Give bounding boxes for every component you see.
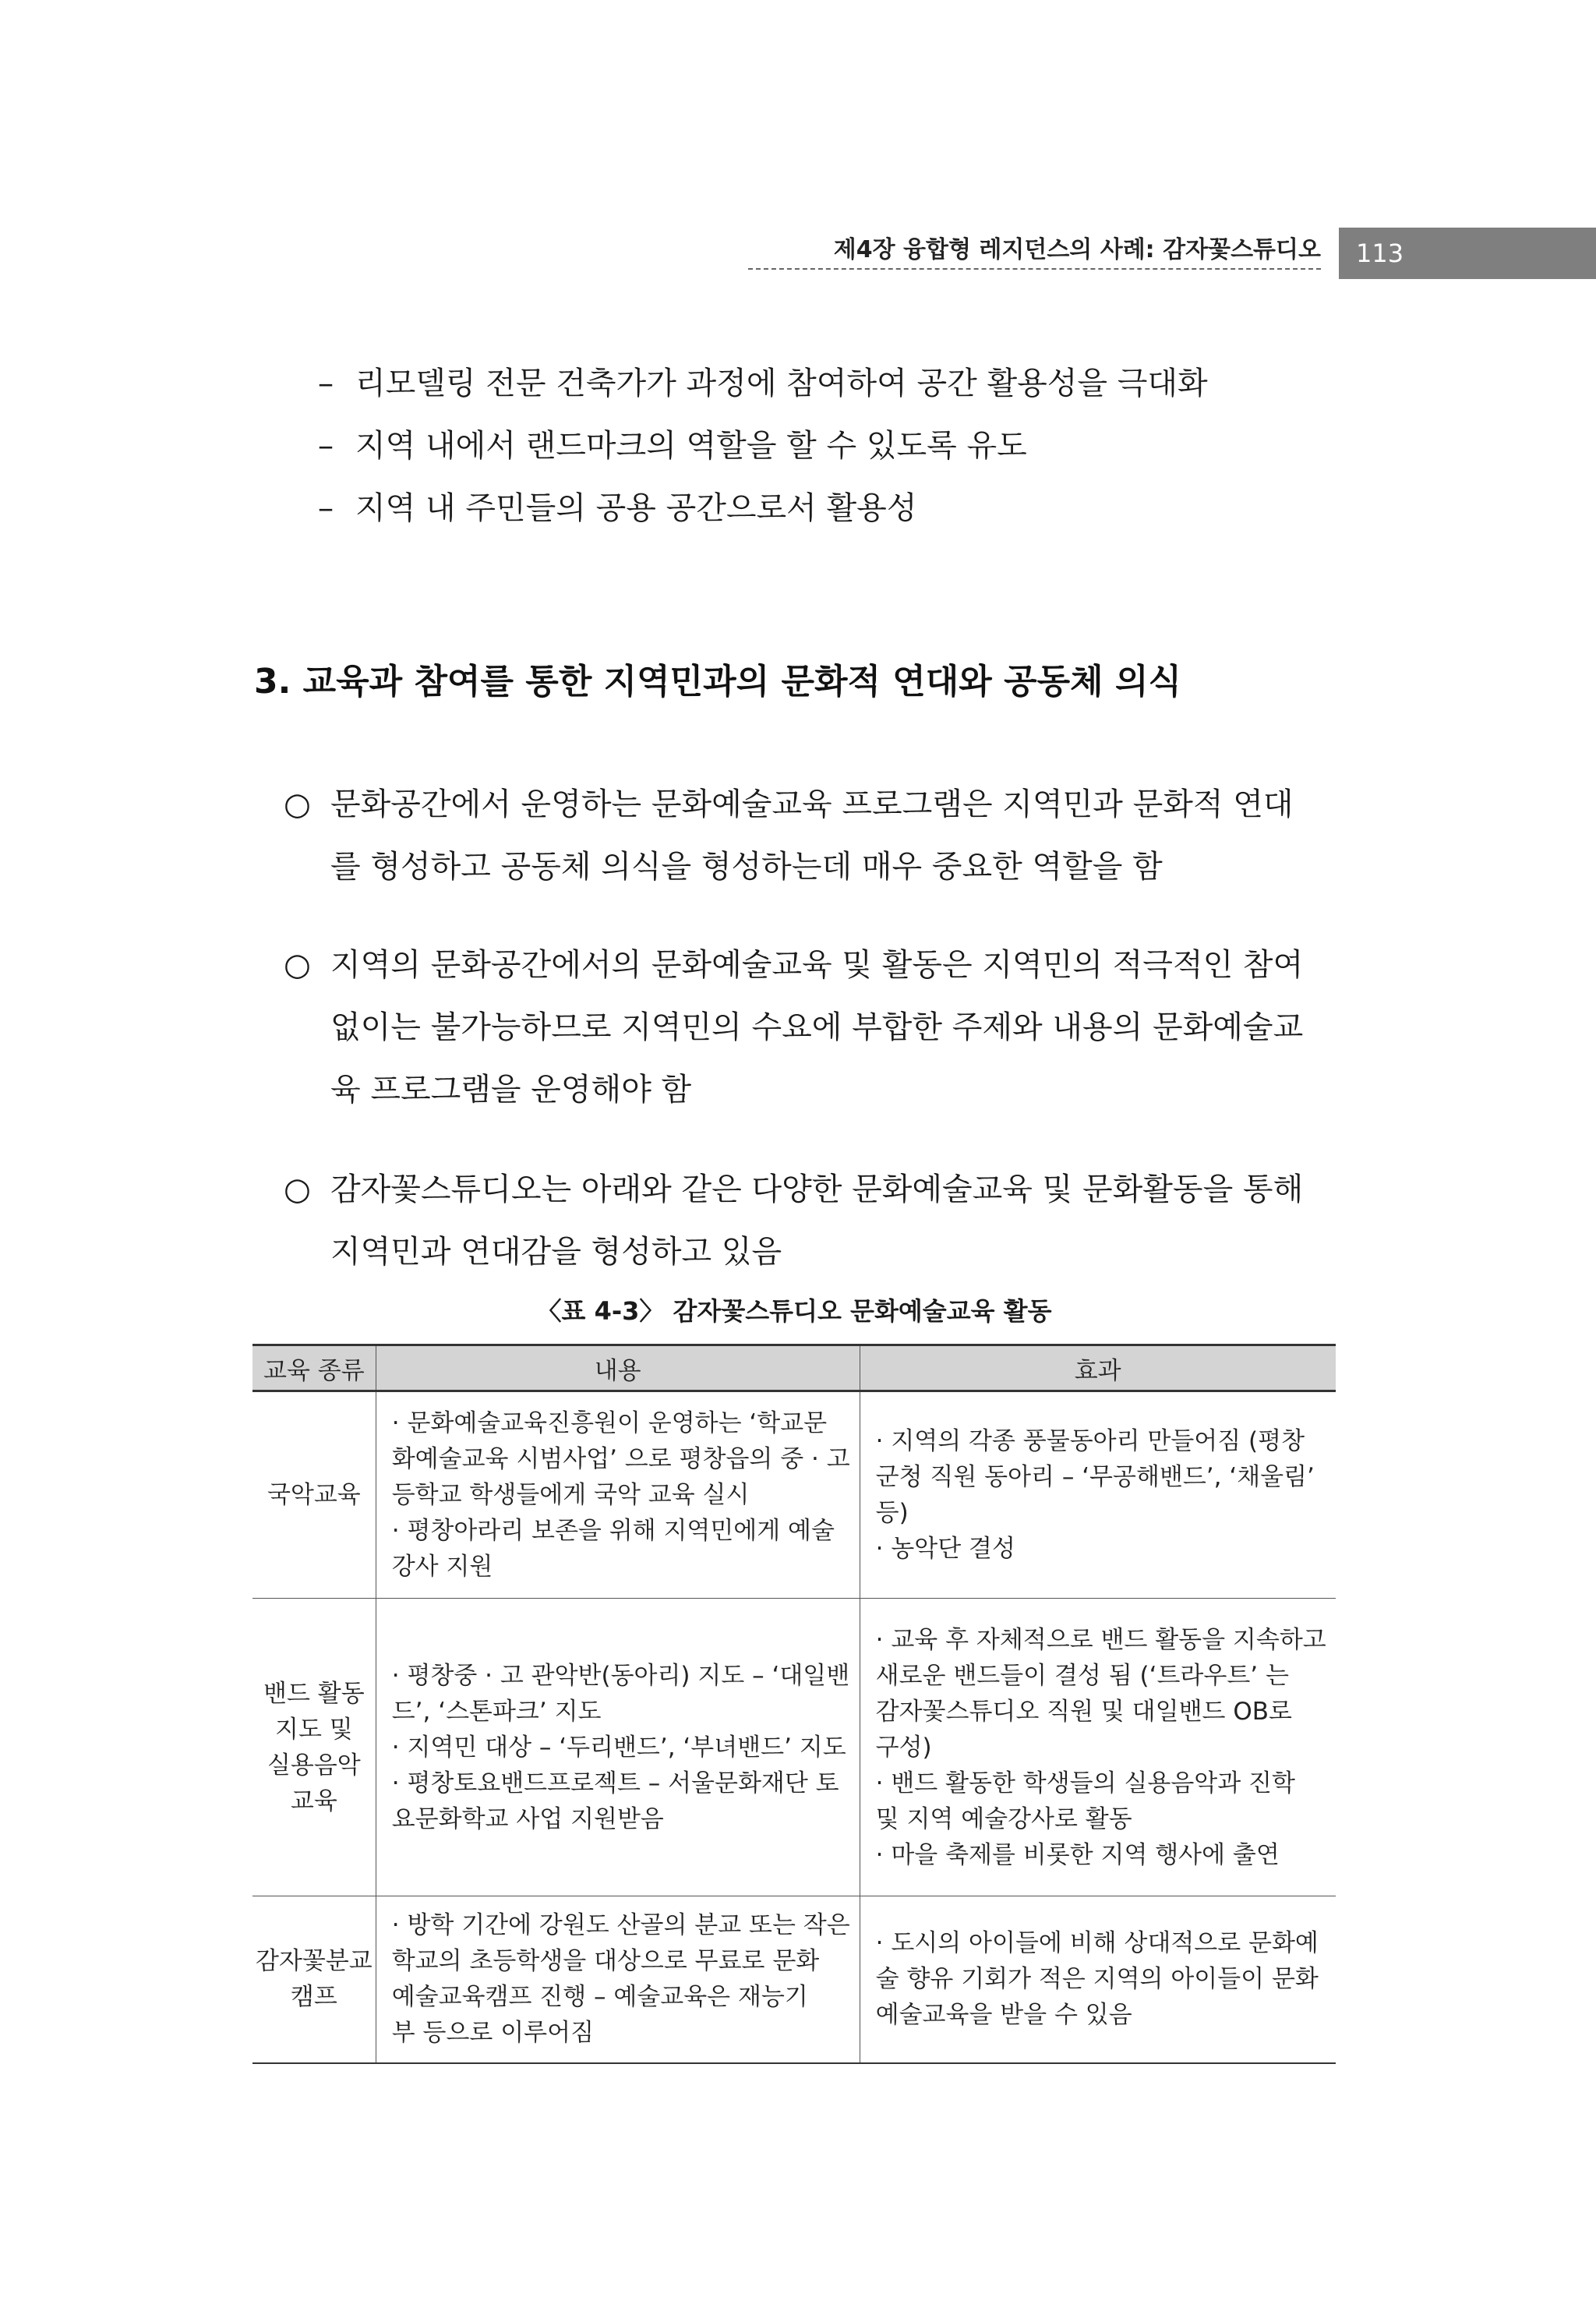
cell-line: 학교의 초등학생을 대상으로 무료로 문화	[391, 1947, 820, 1976]
paragraph-line: 문화공간에서 운영하는 문화예술교육 프로그램은 지역민과 문화적 연대	[330, 786, 1294, 822]
running-header-title: 제4장 융합형 레지던스의 사례: 감자꽃스튜디오	[748, 231, 1321, 270]
cell-line: 실용음악	[267, 1751, 361, 1779]
cell-type	[252, 1896, 376, 2063]
cell-line: · 농악단 결성	[875, 1535, 1015, 1563]
cell-line: 교육	[290, 1787, 337, 1815]
cell-line: 술 향유 기회가 적은 지역의 아이들이 문화	[875, 1965, 1319, 1994]
cell-line: · 방학 기간에 강원도 산골의 분교 또는 작은	[391, 1911, 850, 1940]
cell-content	[376, 1391, 860, 1599]
cell-line: 등)	[875, 1499, 909, 1527]
cell-line: 등학교 학생들에게 국악 교육 실시	[391, 1481, 750, 1509]
circle-bullet-icon: ○	[284, 1172, 311, 1207]
paragraph-line: 감자꽃스튜디오는 아래와 같은 다양한 문화예술교육 및 문화활동을 통해	[330, 1172, 1304, 1207]
activity-table	[252, 1344, 1336, 2064]
cell-line: 군청 직원 동아리 – ‘무공해밴드’, ‘채울림’	[875, 1463, 1315, 1491]
cell-line: 예술교육을 받을 수 있음	[875, 2001, 1132, 2030]
cell-line: 예술교육캠프 진행 – 예술교육은 재능기	[391, 1983, 808, 2012]
cell-effect	[860, 1599, 1336, 1896]
dash-bullet-text: 지역 내 주민들의 공용 공간으로서 활용성	[355, 490, 917, 526]
dash-bullet-text: 지역 내에서 랜드마크의 역할을 할 수 있도록 유도	[355, 428, 1027, 464]
cell-line: 국악교육	[267, 1481, 361, 1509]
table-header-row	[252, 1345, 1336, 1391]
cell-line: 및 지역 예술강사로 활동	[875, 1804, 1132, 1833]
paragraph-line: 없이는 불가능하므로 지역민의 수요에 부합한 주제와 내용의 문화예술교	[330, 1009, 1304, 1045]
cell-line: 구성)	[875, 1733, 932, 1762]
table-row	[252, 1896, 1336, 2063]
cell-line: 감자꽃분교	[256, 1947, 373, 1976]
dash-bullet-icon: –	[318, 490, 334, 526]
cell-line: 부 등으로 이루어짐	[391, 2019, 595, 2048]
circle-bullet-list	[284, 773, 1344, 1319]
circle-bullet-item	[284, 1158, 1344, 1283]
cell-line: 강사 지원	[391, 1553, 493, 1581]
table-row	[252, 1391, 1336, 1599]
cell-line: · 지역의 각종 풍물동아리 만들어짐 (평창	[875, 1427, 1305, 1455]
cell-effect	[860, 1391, 1336, 1599]
section-heading: 3. 교육과 참여를 통한 지역민과의 문화적 연대와 공동체 의식	[254, 662, 1181, 702]
cell-type	[252, 1391, 376, 1599]
cell-content	[376, 1896, 860, 2063]
circle-bullet-icon: ○	[284, 947, 311, 983]
cell-line: · 마을 축제를 비롯한 지역 행사에 출연	[875, 1840, 1280, 1869]
cell-line: 드’, ‘스톤파크’ 지도	[391, 1697, 602, 1726]
cell-line: 요문화학교 사업 지원받음	[391, 1804, 664, 1833]
cell-line: · 평창아라리 보존을 위해 지역민에게 예술	[391, 1517, 835, 1545]
cell-line: · 밴드 활동한 학생들의 실용음악과 진학	[875, 1769, 1295, 1797]
circle-bullet-icon: ○	[284, 786, 311, 822]
table-caption: 〈표 4-3〉 감자꽃스튜디오 문화예술교육 활동	[536, 1296, 1052, 1326]
dash-bullet-item	[318, 352, 1331, 415]
cell-line: · 지역민 대상 – ‘두리밴드’, ‘부녀밴드’ 지도	[391, 1733, 846, 1762]
cell-line: · 문화예술교육진흥원이 운영하는 ‘학교문	[391, 1409, 828, 1437]
column-header-content: 내용	[376, 1345, 860, 1391]
cell-content	[376, 1599, 860, 1896]
cell-line: · 도시의 아이들에 비해 상대적으로 문화예	[875, 1929, 1319, 1958]
cell-line: 지도 및	[275, 1715, 353, 1744]
cell-line: 새로운 밴드들이 결성 됨 (‘트라우트’ 는	[875, 1661, 1289, 1690]
paragraph-line: 지역민과 연대감을 형성하고 있음	[330, 1234, 782, 1270]
dash-bullet-list	[318, 352, 1331, 539]
table-row	[252, 1599, 1336, 1896]
dash-bullet-item	[318, 477, 1331, 539]
cell-line: 캠프	[290, 1983, 337, 2012]
page-number: 113	[1356, 239, 1404, 268]
paragraph-line: 를 형성하고 공동체 의식을 형성하는데 매우 중요한 역할을 함	[330, 849, 1163, 885]
cell-type	[252, 1599, 376, 1896]
cell-line: 화예술교육 시범사업’ 으로 평창읍의 중 · 고	[391, 1445, 850, 1473]
cell-effect	[860, 1896, 1336, 2063]
cell-line: · 교육 후 자체적으로 밴드 활동을 지속하고	[875, 1625, 1326, 1654]
cell-line: 밴드 활동	[263, 1679, 365, 1708]
cell-line: · 평창중 · 고 관악반(동아리) 지도 – ‘대일밴	[391, 1661, 850, 1690]
paragraph-line: 지역의 문화공간에서의 문화예술교육 및 활동은 지역민의 적극적인 참여	[330, 947, 1304, 983]
column-header-effect: 효과	[860, 1345, 1336, 1391]
column-header-type: 교육 종류	[252, 1345, 376, 1391]
page-number-box	[1339, 228, 1596, 279]
cell-line: 감자꽃스튜디오 직원 및 대일밴드 OB로	[875, 1697, 1292, 1726]
circle-bullet-item	[284, 934, 1344, 1121]
dash-bullet-item	[318, 415, 1331, 477]
dash-bullet-icon: –	[318, 428, 334, 464]
circle-bullet-item	[284, 773, 1344, 898]
paragraph-line: 육 프로그램을 운영해야 함	[330, 1072, 692, 1108]
dash-bullet-icon: –	[318, 366, 334, 401]
cell-line: · 평창토요밴드프로젝트 – 서울문화재단 토	[391, 1769, 839, 1797]
dash-bullet-text: 리모델링 전문 건축가가 과정에 참여하여 공간 활용성을 극대화	[355, 366, 1208, 401]
